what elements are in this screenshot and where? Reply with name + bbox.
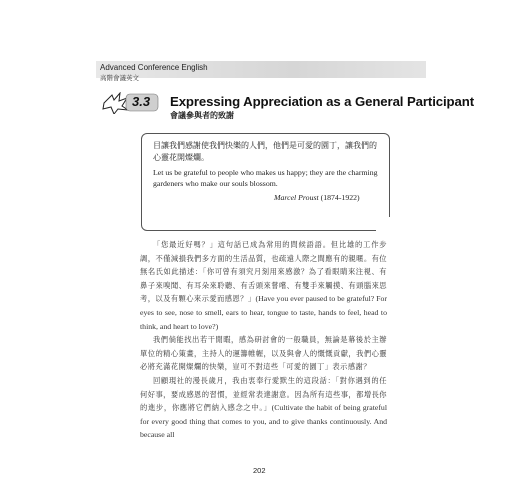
book-title: Advanced Conference English xyxy=(100,63,208,72)
paragraph-2-zh: 我們倘能找出若干閒暇，感為研討會的一般職員，無論是幕後於主辦單位的精心策畫，主持人的運籌帷幄，以及與會人的慨慨貢獻，我們心靈必將充滿花開燦爛的快樂，豈可不對這些「可愛的園丁」表示感謝？ xyxy=(140,335,387,372)
section-title: Expressing Appreciation as a General Participant xyxy=(170,94,474,109)
paragraph-1-zh: 「您最近好嗎？」這句話已成為常用的問候語語。但比雄的工作步調，不僅減損我們多方面的生活品質，也疏遠人際之間應有的親暱。有位無名氏如此描述：「你可曾有須究月刻用來感激？為了看眼睛來注視、有鼻子來嗅聞、有耳朵來聆聽、有舌頭來嘗嚐、有雙手來觸摸、有頭腦來思考，以及有顆心來示愛而感恩？」 xyxy=(140,240,387,304)
page-number: 202 xyxy=(253,466,266,475)
section-number: 3.3 xyxy=(132,94,151,109)
quote-english: Let us be grateful to people who makes us happy; they are the charming gardeners who make our souls blossom. xyxy=(153,168,378,188)
paragraph-1 xyxy=(140,238,387,333)
paragraph-3 xyxy=(140,374,387,442)
section-badge-icon xyxy=(100,92,160,114)
quote-chinese: 目讓我們感謝使我們快樂的人們，他們是可愛的園丁，讓我們的心靈花開燦爛。 xyxy=(153,141,377,162)
paragraph-3-en: (Cultivate the habit of being grateful for every good thing that comes to you, and to give thanks continuously. And because all xyxy=(140,403,387,440)
paragraph-3-zh: 回顧現社的漫長歲月，我由衷奉行愛默生的這段話：「對你遇到的任何好事，要成感恩的習慣，並經常表達謝意。因為所有這些事，都增長你的進步，你應將它們納入感念之中。」 xyxy=(140,375,387,413)
quote-years: (1874-1922) xyxy=(320,193,360,202)
body-text xyxy=(140,238,387,442)
paragraph-2 xyxy=(140,333,387,374)
book-subtitle: 高階會議英文 xyxy=(100,74,139,82)
section-subtitle: 會議參與者的致謝 xyxy=(170,111,234,120)
quote-attribution xyxy=(274,193,360,202)
paragraph-1-en: (Have you ever paused to be grateful? For eyes to see, nose to smell, ears to hear, tongue to taste, hands to feel, head to think, and heart to love?) xyxy=(140,294,387,331)
quote-author: Marcel Proust xyxy=(274,193,319,202)
